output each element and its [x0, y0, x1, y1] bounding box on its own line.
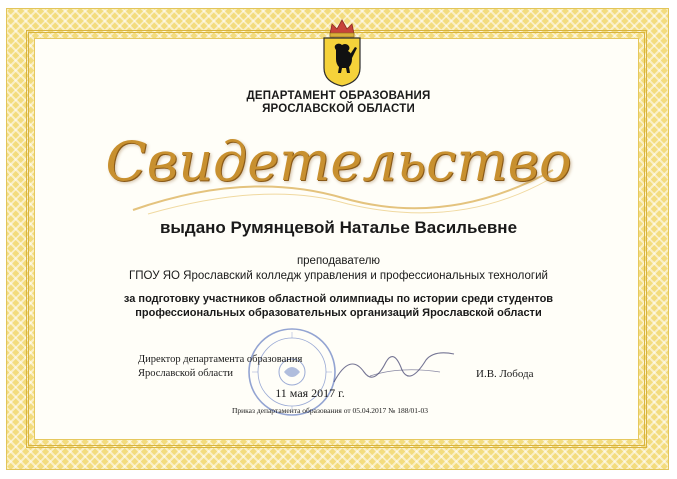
department-line-2: ЯРОСЛАВСКОЙ ОБЛАСТИ	[262, 103, 415, 115]
order-reference: Приказ департамента образования от 05.04.2017 № 188/01-03	[231, 406, 429, 415]
award-reason	[0, 292, 677, 320]
award-reason-line-1: за подготовку участников областной олимпиады по истории среди студентов	[123, 293, 554, 305]
award-reason-line-2: профессиональных образовательных организаций Ярославской области	[135, 307, 542, 319]
recipient-organization: ГПОУ ЯО Ярославский колледж управления и профессиональных технологий	[129, 270, 548, 282]
department-line-1: ДЕПАРТАМЕНТ ОБРАЗОВАНИЯ	[246, 90, 431, 102]
coat-of-arms-icon	[320, 16, 364, 88]
signature-icon	[330, 342, 460, 392]
department-name	[0, 90, 677, 116]
issue-date: 11 мая 2017 г.	[275, 386, 345, 400]
recipient-position: преподавателю	[296, 255, 381, 267]
signatory-name: И.В. Лобода	[476, 368, 534, 380]
signatory-title-line-2: Ярославской области	[138, 368, 234, 379]
signatory-title-line-1: Директор департамента образования	[138, 354, 303, 365]
certificate-title: Свидетельство	[105, 130, 572, 193]
signatory-title	[138, 353, 302, 381]
recipient-name: выдано Румянцевой Наталье Васильевне	[159, 218, 518, 237]
